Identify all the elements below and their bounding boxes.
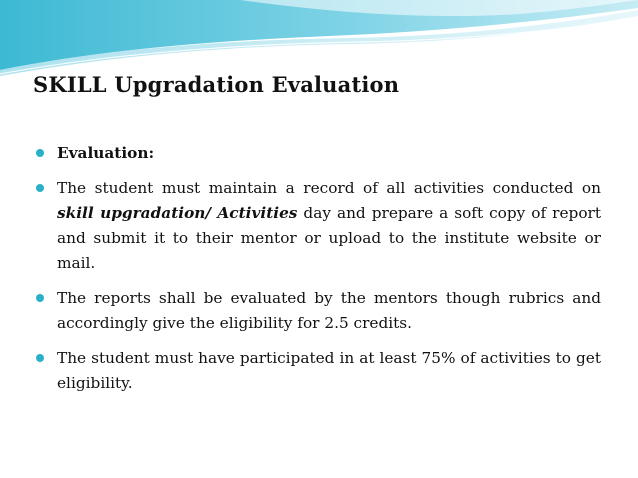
bullet-text-part: day and prepare a soft copy of report and submit it to their mentor or upload to the institute website or mail.: [57, 204, 601, 272]
header-wave-decoration: [0, 0, 638, 80]
bullet-dot-icon: [36, 184, 44, 192]
bullet-emphasis-text: skill upgradation/ Activities: [57, 204, 298, 222]
bullet-dot-icon: [36, 149, 44, 157]
bullet-text: The reports shall be evaluated by the mentors though rubrics and accordingly give the eligibility for 2.5 credits.: [57, 289, 601, 332]
bullet-list: [36, 141, 601, 396]
bullet-heading-text: Evaluation:: [57, 144, 155, 162]
bullet-item-reports-evaluated: [36, 286, 601, 336]
bullet-dot-icon: [36, 354, 44, 362]
bullet-dot-icon: [36, 294, 44, 302]
slide-title: SKILL Upgradation Evaluation: [33, 72, 400, 97]
bullet-item-evaluation-heading: [36, 141, 601, 166]
bullet-text: The student must have participated in at least 75% of activities to get eligibility.: [57, 349, 601, 392]
bullet-item-participation-requirement: [36, 346, 601, 396]
bullet-text-part: The student must maintain a record of all activities conducted on: [57, 179, 601, 197]
bullet-item-record-activities: [36, 176, 601, 276]
